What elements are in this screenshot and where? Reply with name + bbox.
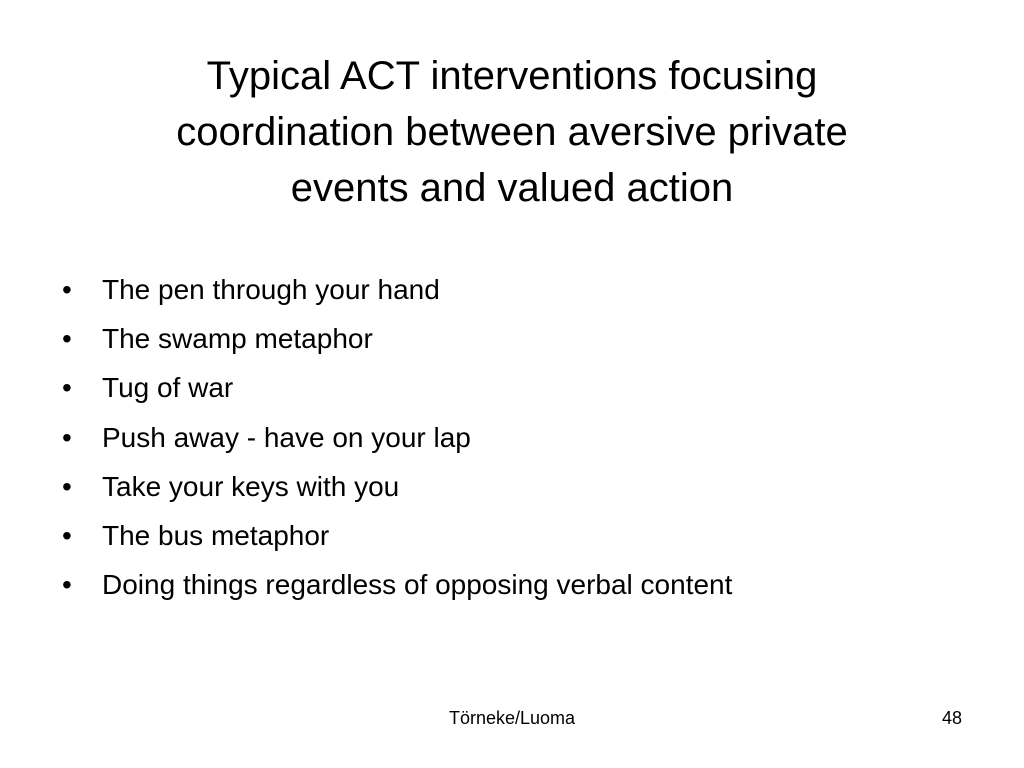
slide-title-line: Typical ACT interventions focusing [206, 54, 818, 98]
bullet-dot-icon: • [62, 470, 72, 502]
slide-title-line: coordination between aversive private [176, 110, 848, 154]
bullet-item [62, 462, 962, 511]
bullet-item [62, 511, 962, 560]
bullet-item [62, 363, 962, 412]
page-number: 48 [941, 708, 962, 728]
slide-title-line: events and valued action [290, 166, 734, 210]
footer-author: Törneke/Luoma [448, 708, 576, 728]
bullet-item [62, 413, 962, 462]
bullet-dot-icon: • [62, 372, 72, 404]
bullet-dot-icon: • [62, 323, 72, 355]
bullet-text: Take your keys with you [102, 470, 400, 502]
bullet-dot-icon: • [62, 520, 72, 552]
bullet-item [62, 265, 962, 314]
bullet-item [62, 560, 962, 609]
bullet-item [62, 314, 962, 363]
bullet-text: The bus metaphor [102, 520, 330, 552]
bullet-dot-icon: • [62, 569, 72, 601]
bullet-dot-icon: • [62, 421, 72, 453]
slide-title [80, 48, 944, 216]
bullet-text: The swamp metaphor [102, 323, 373, 355]
bullet-dot-icon: • [62, 274, 72, 305]
bullet-text: Push away - have on your lap [102, 421, 471, 453]
bullet-text: Tug of war [102, 372, 234, 404]
bullet-list [62, 265, 962, 609]
bullet-text: Doing things regardless of opposing verbal content [102, 569, 733, 601]
bullet-text: The pen through your hand [102, 274, 440, 305]
